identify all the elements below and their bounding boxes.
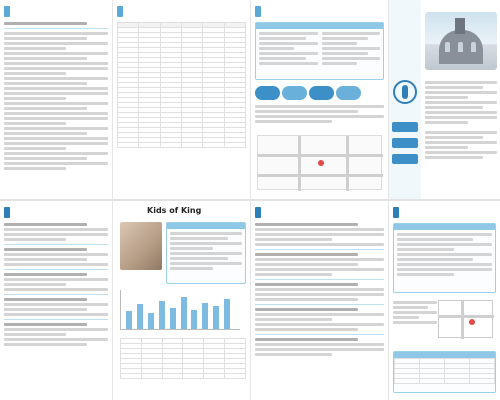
text-line bbox=[425, 156, 483, 159]
divider bbox=[4, 294, 108, 295]
text-line bbox=[255, 318, 332, 321]
info-column bbox=[322, 32, 381, 67]
church-window bbox=[471, 42, 476, 52]
text-block bbox=[4, 223, 108, 348]
map-road bbox=[258, 174, 383, 177]
divider bbox=[255, 304, 384, 305]
text-line bbox=[4, 303, 108, 306]
chart-bar bbox=[202, 303, 208, 329]
kids-table-wrap bbox=[120, 338, 246, 379]
district-table bbox=[117, 22, 246, 148]
panel-bottom-left bbox=[0, 201, 112, 400]
text-line bbox=[4, 298, 87, 301]
text-block bbox=[255, 105, 384, 125]
text-line bbox=[255, 298, 358, 301]
section-tag bbox=[255, 6, 261, 17]
text-block bbox=[4, 22, 108, 172]
schedule-pill bbox=[309, 86, 334, 100]
text-line bbox=[425, 121, 468, 124]
text-line bbox=[170, 247, 213, 250]
text-line bbox=[255, 348, 384, 351]
text-block bbox=[393, 301, 437, 326]
text-line bbox=[170, 232, 242, 235]
text-line bbox=[4, 72, 66, 75]
church-tower bbox=[455, 18, 465, 34]
text-line bbox=[255, 268, 384, 271]
text-line bbox=[4, 22, 87, 25]
divider bbox=[255, 279, 384, 280]
text-line bbox=[322, 62, 357, 65]
text-line bbox=[170, 237, 228, 240]
district-table-wrap bbox=[117, 22, 246, 148]
divider bbox=[255, 334, 384, 335]
text-line bbox=[425, 116, 497, 119]
text-line bbox=[255, 328, 358, 331]
text-line bbox=[4, 157, 87, 160]
text-line bbox=[4, 323, 87, 326]
text-line bbox=[4, 273, 87, 276]
church-logo-icon bbox=[393, 80, 417, 104]
text-line bbox=[425, 131, 497, 134]
text-line bbox=[4, 77, 108, 80]
chart-bar bbox=[137, 304, 143, 329]
text-line bbox=[4, 57, 87, 60]
text-line bbox=[170, 242, 242, 245]
text-line bbox=[425, 101, 497, 104]
church-window bbox=[445, 42, 450, 52]
service-badge bbox=[392, 122, 418, 132]
schedule-table bbox=[394, 358, 495, 384]
text-line bbox=[259, 42, 318, 45]
text-line bbox=[255, 120, 332, 123]
chart-bar bbox=[191, 310, 197, 329]
map-road bbox=[439, 315, 494, 318]
chart-bar bbox=[126, 311, 132, 329]
panel-district-worship bbox=[113, 0, 250, 199]
text-line bbox=[397, 268, 492, 271]
schedule-pill bbox=[336, 86, 361, 100]
divider bbox=[255, 249, 384, 250]
text-line bbox=[4, 97, 66, 100]
chart-bar bbox=[148, 313, 154, 329]
text-line bbox=[425, 81, 497, 84]
text-line bbox=[4, 258, 87, 261]
text-line bbox=[397, 238, 473, 241]
text-line bbox=[397, 253, 492, 256]
service-badge bbox=[392, 154, 418, 164]
map-road bbox=[461, 301, 464, 339]
church-window bbox=[458, 42, 463, 52]
text-line bbox=[259, 47, 294, 50]
text-line bbox=[322, 32, 381, 35]
chart-bar bbox=[170, 308, 176, 329]
schedule-pill bbox=[255, 86, 280, 100]
text-line bbox=[259, 62, 318, 65]
text-line bbox=[4, 87, 108, 90]
text-line bbox=[425, 141, 497, 144]
kids-box-body bbox=[167, 229, 245, 275]
text-line bbox=[397, 273, 454, 276]
kids-table bbox=[120, 338, 246, 379]
text-line bbox=[255, 338, 358, 341]
text-line bbox=[255, 283, 358, 286]
text-line bbox=[397, 233, 492, 236]
notice-box bbox=[393, 223, 496, 293]
text-line bbox=[4, 152, 108, 155]
table-row bbox=[118, 143, 246, 148]
schedule-pill bbox=[282, 86, 307, 100]
text-line bbox=[322, 57, 381, 60]
text-line bbox=[393, 321, 437, 324]
text-line bbox=[397, 263, 492, 266]
text-line bbox=[397, 248, 454, 251]
text-line bbox=[4, 167, 66, 170]
section-tag bbox=[117, 6, 123, 17]
info-box bbox=[255, 22, 384, 80]
text-line bbox=[255, 223, 358, 226]
text-line bbox=[322, 42, 357, 45]
text-line bbox=[425, 96, 468, 99]
text-line bbox=[4, 223, 87, 226]
text-line bbox=[170, 262, 242, 265]
map-road bbox=[298, 136, 301, 191]
text-line bbox=[393, 301, 437, 304]
text-line bbox=[4, 102, 108, 105]
text-line bbox=[4, 338, 108, 341]
text-line bbox=[255, 115, 384, 118]
text-line bbox=[4, 328, 108, 331]
text-line bbox=[4, 238, 66, 241]
text-line bbox=[4, 107, 87, 110]
text-line bbox=[255, 263, 358, 266]
table-row bbox=[121, 374, 246, 379]
kids-info-box bbox=[166, 222, 246, 284]
section-tag bbox=[393, 207, 399, 218]
text-line bbox=[4, 52, 108, 55]
text-line bbox=[393, 316, 419, 319]
service-badge bbox=[392, 138, 418, 148]
text-line bbox=[4, 67, 108, 70]
text-line bbox=[170, 267, 213, 270]
table-row bbox=[395, 379, 495, 384]
text-line bbox=[4, 132, 87, 135]
text-line bbox=[4, 162, 108, 165]
text-line bbox=[4, 343, 87, 346]
text-line bbox=[397, 258, 473, 261]
info-column bbox=[259, 32, 318, 67]
info-columns bbox=[256, 29, 383, 70]
church-photo bbox=[425, 12, 497, 70]
text-line bbox=[4, 248, 87, 251]
notice-box-body bbox=[394, 230, 495, 281]
text-line bbox=[393, 306, 428, 309]
schedule-box bbox=[393, 351, 496, 393]
text-line bbox=[259, 57, 306, 60]
text-line bbox=[4, 142, 108, 145]
section-tag bbox=[4, 207, 10, 218]
text-line bbox=[255, 343, 384, 346]
text-line bbox=[4, 333, 66, 336]
cover-info bbox=[425, 76, 497, 161]
panel-top-left bbox=[0, 0, 112, 199]
text-line bbox=[425, 106, 483, 109]
text-line bbox=[255, 228, 384, 231]
divider bbox=[4, 244, 108, 245]
text-line bbox=[322, 37, 369, 40]
text-line bbox=[425, 86, 483, 89]
text-line bbox=[4, 283, 66, 286]
text-line bbox=[255, 243, 384, 246]
text-line bbox=[425, 136, 483, 139]
text-line bbox=[4, 112, 108, 115]
text-line bbox=[4, 37, 87, 40]
text-line bbox=[4, 263, 108, 266]
small-map bbox=[438, 300, 493, 338]
text-line bbox=[4, 127, 108, 130]
text-line bbox=[4, 147, 66, 150]
text-line bbox=[4, 117, 108, 120]
text-line bbox=[255, 253, 358, 256]
text-line bbox=[4, 253, 108, 256]
text-line bbox=[4, 288, 108, 291]
text-line bbox=[4, 82, 87, 85]
kids-photo bbox=[120, 222, 162, 270]
text-line bbox=[170, 257, 228, 260]
text-line bbox=[255, 313, 384, 316]
chart-bar bbox=[159, 301, 165, 329]
text-line bbox=[4, 278, 108, 281]
schedule-pills bbox=[255, 86, 361, 100]
text-line bbox=[255, 293, 384, 296]
text-line bbox=[425, 146, 468, 149]
text-line bbox=[255, 110, 358, 113]
kids-bar-chart bbox=[120, 290, 240, 330]
divider bbox=[4, 28, 108, 29]
text-line bbox=[322, 52, 369, 55]
text-line bbox=[4, 47, 66, 50]
text-line bbox=[255, 308, 358, 311]
church-name bbox=[392, 108, 420, 114]
text-line bbox=[4, 308, 87, 311]
map-pin-icon bbox=[318, 160, 324, 166]
text-line bbox=[4, 228, 108, 231]
chart-bar bbox=[213, 306, 219, 329]
text-line bbox=[425, 91, 497, 94]
chart-bar bbox=[181, 297, 187, 329]
text-line bbox=[255, 323, 384, 326]
text-line bbox=[255, 233, 384, 236]
map-road bbox=[346, 136, 349, 191]
text-line bbox=[255, 273, 332, 276]
text-line bbox=[255, 105, 384, 108]
text-line bbox=[397, 243, 492, 246]
text-line bbox=[322, 47, 381, 50]
text-line bbox=[4, 92, 108, 95]
divider bbox=[4, 319, 108, 320]
text-line bbox=[4, 233, 108, 236]
text-block bbox=[255, 223, 384, 358]
text-line bbox=[4, 137, 108, 140]
section-tag bbox=[255, 207, 261, 218]
text-line bbox=[4, 62, 108, 65]
location-map bbox=[257, 135, 382, 190]
section-tag bbox=[4, 6, 10, 17]
text-line bbox=[259, 32, 318, 35]
text-line bbox=[255, 353, 332, 356]
text-line bbox=[4, 122, 66, 125]
text-line bbox=[170, 252, 242, 255]
text-line bbox=[425, 111, 497, 114]
text-line bbox=[255, 238, 332, 241]
text-line bbox=[393, 311, 437, 314]
text-line bbox=[425, 151, 497, 154]
panel-family-news bbox=[251, 201, 388, 400]
panel-title: Kids of King bbox=[147, 206, 202, 215]
map-road bbox=[258, 154, 383, 157]
text-line bbox=[4, 313, 108, 316]
text-line bbox=[255, 258, 384, 261]
text-line bbox=[259, 37, 306, 40]
chart-bar bbox=[224, 299, 230, 329]
text-line bbox=[255, 288, 384, 291]
text-line bbox=[259, 52, 318, 55]
divider bbox=[4, 269, 108, 270]
text-line bbox=[4, 42, 108, 45]
map-pin-icon bbox=[469, 319, 475, 325]
text-line bbox=[4, 32, 108, 35]
